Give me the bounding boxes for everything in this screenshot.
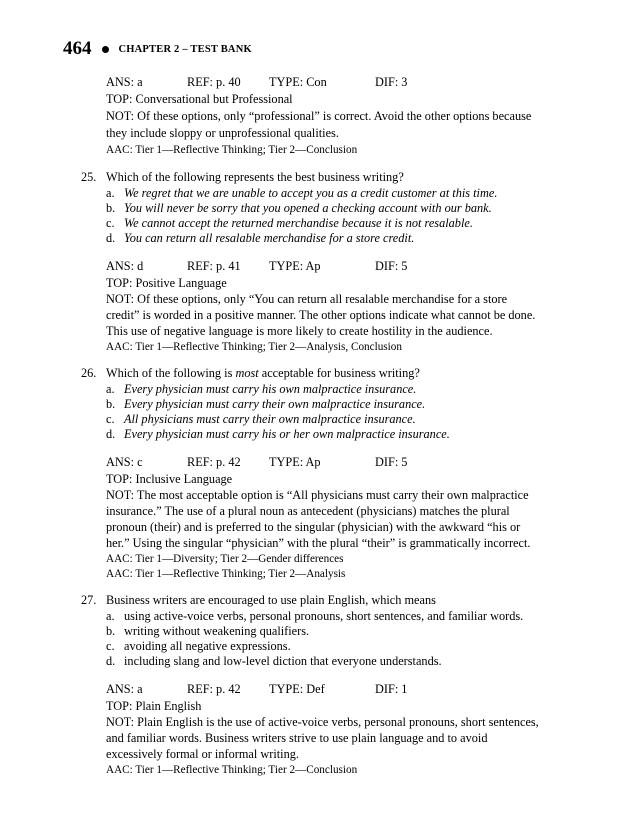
option-text: You will never be sorry that you opened a checking account with our bank. — [124, 201, 492, 215]
answer-key: ANS: c — [106, 455, 143, 469]
option-letter: b. — [106, 201, 116, 215]
answer-topic: TOP: Conversational but Professional — [106, 92, 293, 106]
option-letter: a. — [106, 609, 115, 623]
option-letter: c. — [106, 412, 115, 426]
chapter-title: CHAPTER 2 – TEST BANK — [118, 43, 252, 55]
option-text: You can return all resalable merchandise for a store credit. — [124, 231, 415, 245]
option-letter: a. — [106, 382, 115, 396]
option-letter: b. — [106, 397, 116, 411]
answer-difficulty: DIF: 5 — [375, 455, 408, 469]
answer-ref: REF: p. 42 — [187, 455, 241, 469]
answer-type: TYPE: Con — [269, 75, 327, 89]
option-letter: b. — [106, 624, 116, 638]
answer-difficulty: DIF: 3 — [375, 75, 408, 89]
option-text: Every physician must carry their own malpractice insurance. — [124, 397, 426, 411]
answer-aac: AAC: Tier 1—Reflective Thinking; Tier 2—Analysis — [106, 568, 346, 580]
option-text: using active-voice verbs, personal pronouns, short sentences, and familiar words. — [124, 609, 524, 623]
answer-note-line: excessively formal or informal writing. — [106, 747, 299, 761]
answer-note-line: and familiar words. Business writers strive to use plain language and to avoid — [106, 731, 488, 745]
question-number: 25. — [81, 170, 97, 184]
answer-topic: TOP: Plain English — [106, 699, 202, 713]
answer-aac: AAC: Tier 1—Diversity; Tier 2—Gender differences — [106, 553, 344, 565]
answer-note-line: pronoun (their) and is preferred to the singular (physician) with the awkward “his or — [106, 520, 521, 534]
option-letter: c. — [106, 216, 115, 230]
answer-type: TYPE: Ap — [269, 455, 321, 469]
question-number: 26. — [81, 366, 97, 380]
option-letter: d. — [106, 427, 116, 441]
answer-difficulty: DIF: 5 — [375, 259, 408, 273]
answer-note-line: This use of negative language is more likely to create hostility in the audience. — [106, 324, 493, 338]
answer-aac: AAC: Tier 1—Reflective Thinking; Tier 2—Conclusion — [106, 764, 358, 776]
option-letter: d. — [106, 654, 116, 668]
answer-note-line: NOT: The most acceptable option is “All physicians must carry their own malpractice — [106, 488, 529, 502]
option-text: Every physician must carry his own malpractice insurance. — [124, 382, 417, 396]
answer-note-line: her.” Using the singular “physician” with the plural “their” is grammatically incorrect. — [106, 536, 531, 550]
answer-note-line: they include sloppy or unprofessional qualities. — [106, 126, 339, 140]
answer-difficulty: DIF: 1 — [375, 682, 408, 696]
answer-note-line: NOT: Of these options, only “You can return all resalable merchandise for a store — [106, 292, 508, 306]
page-header — [63, 38, 252, 60]
option-text: We regret that we are unable to accept you as a credit customer at this time. — [124, 186, 498, 200]
option-text: All physicians must carry their own malpractice insurance. — [124, 412, 416, 426]
answer-topic: TOP: Inclusive Language — [106, 472, 233, 486]
answer-aac: AAC: Tier 1—Reflective Thinking; Tier 2—Analysis, Conclusion — [106, 341, 402, 353]
question-text: Which of the following is most acceptable for business writing? — [106, 366, 420, 380]
question-emphasis: most — [235, 366, 259, 380]
page-number: 464 — [63, 38, 92, 59]
question-number: 27. — [81, 593, 97, 607]
option-text: avoiding all negative expressions. — [124, 639, 291, 653]
option-letter: a. — [106, 186, 115, 200]
answer-note-line: insurance.” The use of a plural noun as antecedent (physicians) matches the plural — [106, 504, 510, 518]
option-text: We cannot accept the returned merchandise because it is not resalable. — [124, 216, 473, 230]
answer-type: TYPE: Def — [269, 682, 325, 696]
answer-note-line: NOT: Of these options, only “professional” is correct. Avoid the other options because — [106, 109, 532, 123]
option-text: Every physician must carry his or her own malpractice insurance. — [124, 427, 450, 441]
answer-ref: REF: p. 40 — [187, 75, 241, 89]
option-text: writing without weakening qualifiers. — [124, 624, 310, 638]
bullet-separator — [102, 46, 109, 53]
answer-ref: REF: p. 41 — [187, 259, 241, 273]
answer-type: TYPE: Ap — [269, 259, 321, 273]
answer-ref: REF: p. 42 — [187, 682, 241, 696]
answer-note-line: credit” is worded in a positive manner. The other options indicate what cannot be done. — [106, 308, 536, 322]
option-text: including slang and low-level diction that everyone understands. — [124, 654, 442, 668]
answer-key: ANS: d — [106, 259, 144, 273]
question-text: Which of the following represents the best business writing? — [106, 170, 404, 184]
answer-key: ANS: a — [106, 75, 143, 89]
answer-key: ANS: a — [106, 682, 143, 696]
option-letter: d. — [106, 231, 116, 245]
question-text: Business writers are encouraged to use plain English, which means — [106, 593, 436, 607]
option-letter: c. — [106, 639, 115, 653]
answer-note-line: NOT: Plain English is the use of active-voice verbs, personal pronouns, short sentences, — [106, 715, 539, 729]
answer-aac: AAC: Tier 1—Reflective Thinking; Tier 2—Conclusion — [106, 144, 358, 156]
answer-topic: TOP: Positive Language — [106, 276, 227, 290]
